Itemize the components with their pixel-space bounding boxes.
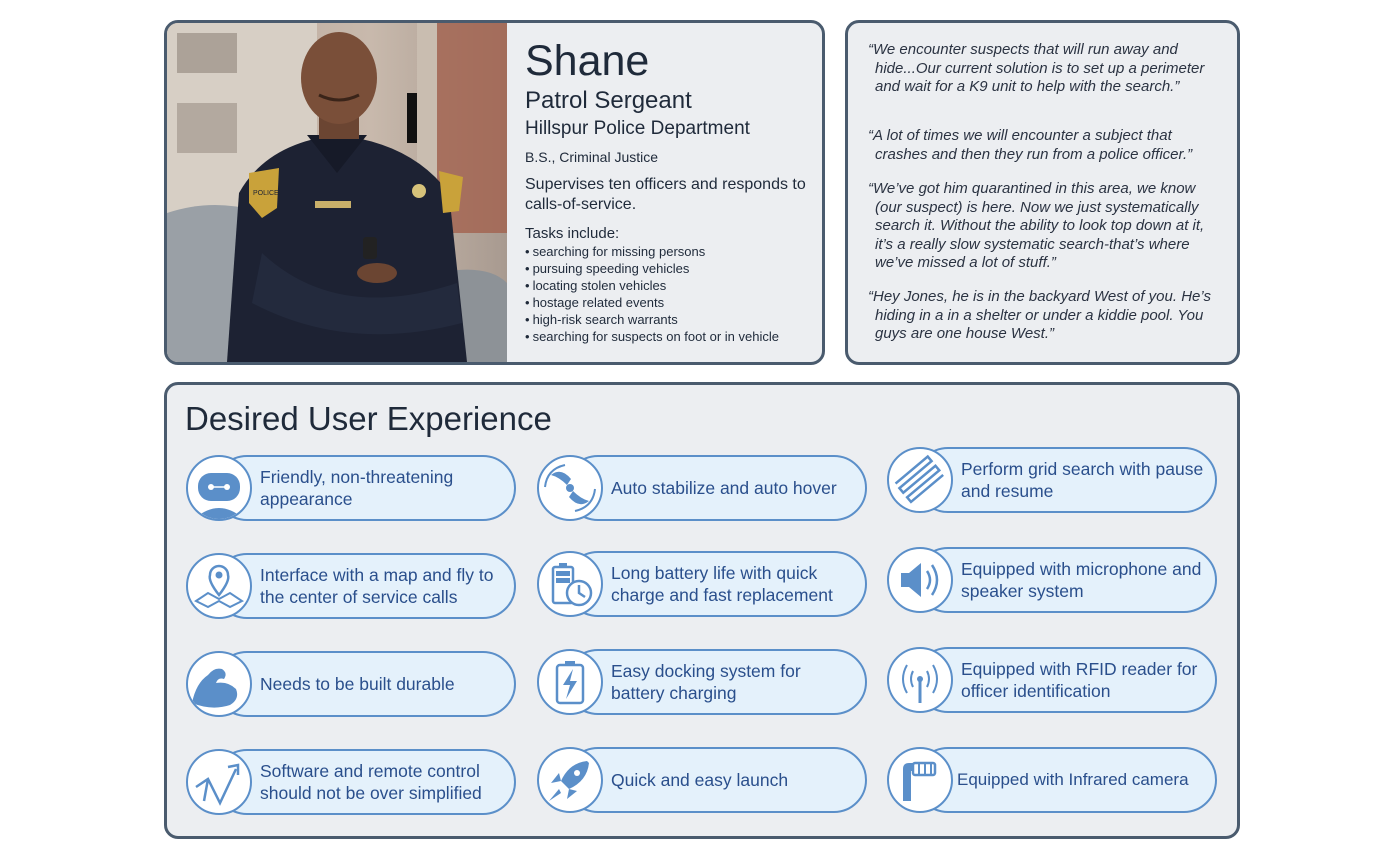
persona-name: Shane [525, 37, 650, 85]
feature-label: Equipped with Infrared camera [957, 770, 1189, 789]
persona-details [525, 37, 820, 345]
speaker-icon [887, 547, 953, 613]
feature-label: Easy docking system for battery charging [611, 661, 801, 703]
quote-2: “A lot of times we will encounter a subject that crashes and then they run from a police officer.” [868, 127, 1193, 163]
task-item: • pursuing speeding vehicles [525, 260, 820, 277]
quote-4: “Hey Jones, he is in the backyard West of you. He’s hiding in a in a shelter or under a kiddie pool. You guys are one house West.” [868, 288, 1211, 342]
feature-grid-search [887, 447, 1217, 513]
map-pin-icon [186, 553, 252, 619]
rocket-icon [537, 747, 603, 813]
task-item: • locating stolen vehicles [525, 277, 820, 294]
shoulder-patch-text: POLICE [253, 190, 279, 197]
task-item: • searching for missing persons [525, 243, 820, 260]
feature-friendly-appearance [186, 455, 516, 521]
task-item: • high-risk search warrants [525, 311, 820, 328]
persona-summary: Supervises ten officers and responds to calls-of-service. [525, 176, 806, 213]
propeller-icon [537, 455, 603, 521]
feature-label: Software and remote control should not be over simplified [260, 761, 482, 803]
feature-durable [186, 651, 516, 717]
task-item: • searching for suspects on foot or in vehicle [525, 328, 820, 345]
feature-docking [537, 649, 867, 715]
charging-battery-icon [537, 649, 603, 715]
robot-face-icon [186, 455, 252, 521]
feature-infrared-camera [887, 747, 1217, 813]
feature-map-interface [186, 553, 516, 619]
feature-quick-launch [537, 747, 867, 813]
feature-label: Friendly, non-threatening appearance [260, 467, 454, 509]
control-path-icon [186, 749, 252, 815]
tasks-heading: Tasks include: [525, 225, 620, 242]
persona-profile-card [164, 20, 825, 365]
persona-department: Hillspur Police Department [525, 118, 750, 139]
grid-search-icon [887, 447, 953, 513]
feature-label: Equipped with microphone and speaker system [961, 559, 1202, 601]
quotes-card [845, 20, 1240, 365]
feature-microphone-speaker [887, 547, 1217, 613]
infrared-camera-icon [887, 747, 953, 813]
feature-rfid [887, 647, 1217, 713]
task-item: • hostage related events [525, 294, 820, 311]
quote-3: “We’ve got him quarantined in this area, we know (our suspect) is here. Now we just systematically search it. Without the ability to look top down at it, it’s a really slow systematic search-that’s where we’ve missed a lot of stuff.” [868, 180, 1205, 271]
feature-label: Auto stabilize and auto hover [611, 478, 837, 498]
feature-label: Long battery life with quick charge and fast replacement [611, 563, 833, 605]
feature-label: Needs to be built durable [260, 674, 455, 694]
quote-1: “We encounter suspects that will run away and hide...Our current solution is to set up a perimeter and wait for a K9 unit to help with the search.” [868, 41, 1205, 95]
desired-user-experience-panel [164, 382, 1240, 839]
flexed-arm-icon [186, 651, 252, 717]
persona-role: Patrol Sergeant [525, 87, 692, 114]
task-list [525, 243, 820, 345]
persona-degree: B.S., Criminal Justice [525, 149, 659, 165]
feature-battery-life [537, 551, 867, 617]
feature-software-control [186, 749, 516, 815]
feature-label: Quick and easy launch [611, 770, 789, 790]
section-title: Desired User Experience [185, 400, 552, 437]
feature-label: Perform grid search with pause and resume [961, 459, 1204, 501]
feature-auto-stabilize [537, 455, 867, 521]
officer-photo [167, 23, 507, 362]
battery-clock-icon [537, 551, 603, 617]
feature-label: Equipped with RFID reader for officer identification [961, 659, 1198, 701]
feature-label: Interface with a map and fly to the center of service calls [260, 565, 494, 607]
rfid-antenna-icon [887, 647, 953, 713]
